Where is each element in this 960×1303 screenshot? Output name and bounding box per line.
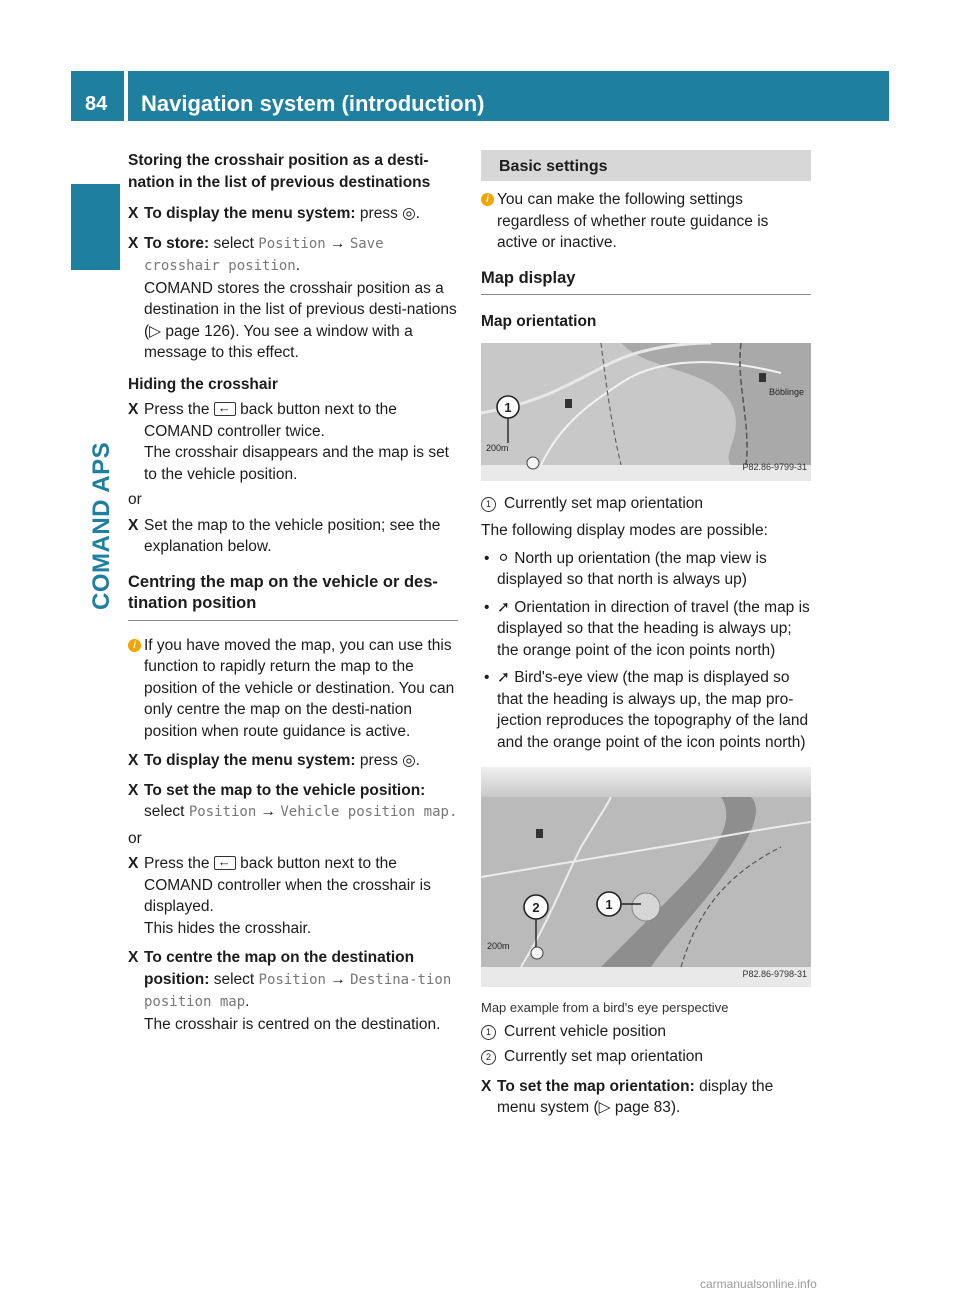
map-scale: 200m [486, 442, 509, 453]
side-tab-label: COMAND APS [88, 441, 115, 610]
header-separator [124, 71, 128, 121]
mode-north-up: • ⚪ North up orientation (the map view is displayed so that north is always up) [484, 549, 767, 588]
left-column [128, 150, 458, 1035]
svg-text:2: 2 [532, 900, 540, 915]
heading-hiding-crosshair: Hiding the crosshair [128, 375, 278, 393]
step-press-back-2: X Press the ← back button next to the COMAND controller when the crosshair is displayed. This hides the crosshair. [128, 853, 458, 939]
heading-centring: Centring the map on the vehicle or des-tination position [128, 572, 458, 621]
step-marker: X [128, 401, 139, 418]
right-column [481, 150, 811, 1119]
heading-basic-settings: Basic settings [481, 150, 811, 181]
callout-1: 1 Current vehicle position [481, 1021, 811, 1043]
controller-press-icon: ◎ [402, 752, 416, 769]
map-3d-graphic [481, 767, 811, 987]
step-centre-destination: X To centre the map on the destination position: select Position → Destina-tion position map. The crosshair is centred on the destination. [128, 949, 452, 1033]
page-title: Navigation system (introduction) [141, 91, 485, 116]
controller-press-icon: ◎ [402, 205, 416, 222]
figure-code: P82.86-9799-31 [742, 462, 807, 472]
step-marker: X [128, 949, 139, 966]
map-scale: 200m [487, 941, 510, 951]
side-tab-block [71, 184, 120, 270]
info-icon: i [481, 193, 494, 206]
callout-2: 2 Currently set map orientation [481, 1046, 811, 1068]
figure-code: P82.86-9798-31 [742, 968, 807, 979]
callout-1: 1 Currently set map orientation [481, 493, 811, 515]
info-icon: i [128, 639, 141, 652]
callout-number-icon: 1 [481, 497, 496, 512]
callout-number-icon: 2 [481, 1050, 496, 1065]
or-text: or [128, 491, 142, 508]
page-header [71, 71, 889, 121]
info-note: i If you have moved the map, you can use this function to rapidly return the map to the position of the vehicle or destination. You can only centre the map on the desti-nation position when route guidance is active. [128, 635, 458, 743]
compass-icon: ➚ [497, 598, 510, 616]
or-text: or [128, 829, 142, 847]
info-note: i You can make the following settings regardless of whether route guidance is active or inactive. [481, 189, 811, 254]
mode-heading-up: • ➚ Orientation in direction of travel (the map is displayed so that the heading is always up; the orange point of the icon points north) [484, 598, 810, 659]
modes-intro: The following display modes are possible: [481, 522, 768, 539]
north-up-icon: ⚪ [497, 549, 510, 567]
step-set-orientation: X To set the map orientation: display the menu system (▷ page 83). [481, 1077, 774, 1116]
step-store: X To store: select Position → Save crosshair position. COMAND stores the crosshair position as a destination in the list of previous desti-nations (▷ page 126). You see a window with a message to this effect. [128, 234, 457, 361]
step-marker: X [128, 205, 139, 222]
step-press-back: X Press the ← back button next to the COMAND controller twice. The crosshair disappears and the map is set to the vehicle position. [128, 399, 458, 485]
step-marker: X [128, 781, 139, 799]
back-button-icon [214, 856, 236, 870]
map-city-label: Böblinge [769, 386, 805, 397]
svg-text:1: 1 [605, 897, 613, 912]
callout-number-icon: 1 [481, 1025, 496, 1040]
back-button-icon [214, 402, 236, 416]
step-marker: X [481, 1077, 492, 1095]
heading-map-orientation: Map orientation [481, 313, 597, 330]
svg-text:1: 1 [504, 399, 512, 415]
figure-caption: Map example from a bird's eye perspective [481, 1000, 729, 1015]
heading-map-display: Map display [481, 268, 811, 296]
watermark: carmanualsonline.info [700, 1277, 817, 1291]
page-number: 84 [85, 93, 108, 115]
step-marker: X [128, 516, 139, 534]
step-set-vehicle: X Set the map to the vehicle position; see the explanation below. [128, 516, 441, 555]
mode-birds-eye: • ➚ Bird's-eye view (the map is displayed so that the heading is always up, the map pro-jection reproduces the topography of the land and the orange point of the icon points north) [484, 669, 809, 751]
map-image-2d [481, 343, 811, 481]
compass-icon: ➚ [497, 669, 510, 686]
step-display-menu: X To display the menu system: press ◎. [128, 203, 458, 225]
step-set-vehicle-position: X To set the map to the vehicle position: select Position → Vehicle position map. [128, 781, 458, 820]
heading-store-crosshair: Storing the crosshair position as a desti-nation in the list of previous destinations [128, 152, 431, 191]
side-tab [82, 441, 122, 630]
map-image-3d [481, 767, 811, 987]
step-display-menu-2: X To display the menu system: press ◎. [128, 750, 458, 772]
step-marker: X [128, 855, 139, 872]
step-marker: X [128, 234, 139, 252]
step-marker: X [128, 752, 139, 769]
